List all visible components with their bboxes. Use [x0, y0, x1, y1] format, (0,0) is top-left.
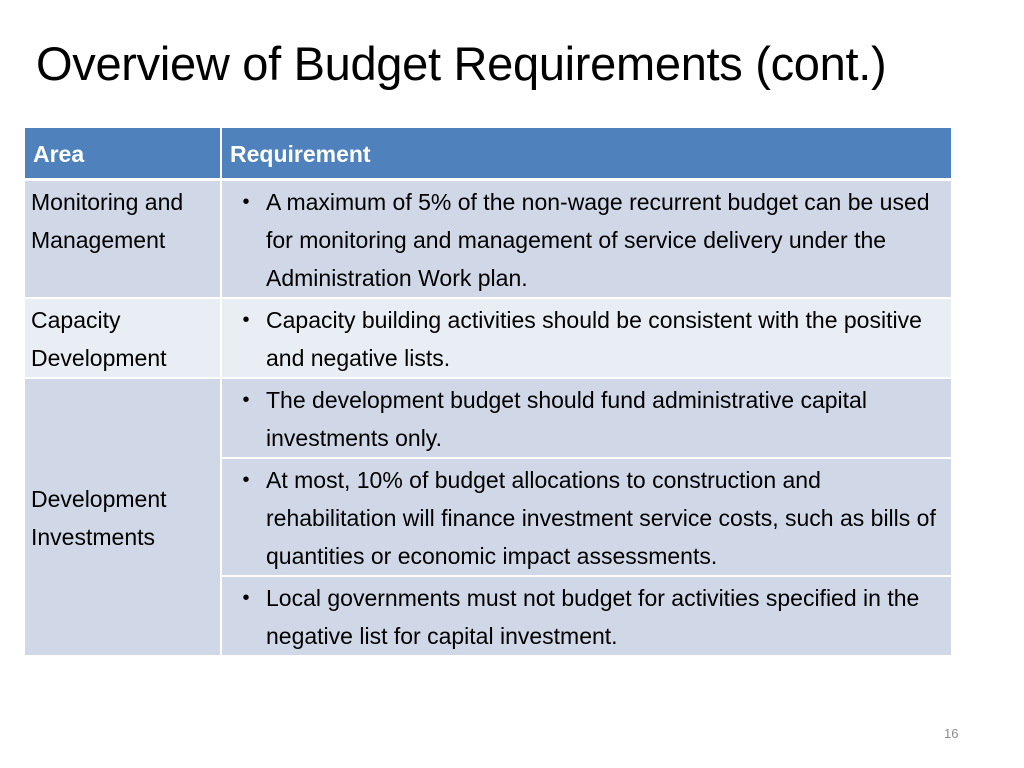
requirement-text: Capacity building activities should be consistent with the positive and negative lists.: [266, 307, 922, 371]
requirement-text: The development budget should fund administrative capital investments only.: [266, 387, 867, 451]
bullet-icon: •: [242, 191, 250, 213]
header-area: Area: [25, 128, 221, 180]
bullet-icon: •: [242, 309, 250, 331]
slide-title: Overview of Budget Requirements (cont.): [36, 37, 887, 90]
page-number: 16: [944, 726, 959, 741]
table-row-monitoring: [25, 180, 951, 299]
requirement-cell: [221, 298, 951, 378]
requirement-item: [228, 301, 947, 377]
budget-requirements-table: [25, 128, 951, 657]
bullet-icon: •: [242, 389, 250, 411]
table-row-development-1: [25, 378, 951, 458]
bullet-icon: •: [242, 587, 250, 609]
requirement-cell: [221, 576, 951, 656]
area-cell: Monitoring and Management: [25, 180, 221, 299]
table-row-capacity: [25, 298, 951, 378]
header-requirement: Requirement: [221, 128, 951, 180]
table-header-row: [25, 128, 951, 180]
requirement-cell: [221, 458, 951, 576]
requirement-text: At most, 10% of budget allocations to construction and rehabilitation will finance investment service costs, such as bills of quantities or economic impact assessments.: [266, 467, 936, 569]
requirement-cell: [221, 378, 951, 458]
requirement-cell: [221, 180, 951, 299]
requirement-item: [228, 461, 947, 575]
requirement-text: Local governments must not budget for activities specified in the negative list for capital investment.: [266, 585, 920, 649]
requirement-item: [228, 381, 947, 457]
requirement-item: [228, 579, 947, 655]
requirement-text: A maximum of 5% of the non-wage recurrent budget can be used for monitoring and management of service delivery under the Administration Work plan.: [266, 189, 930, 291]
area-cell: Development Investments: [25, 378, 221, 656]
requirement-item: [228, 183, 947, 297]
area-cell: Capacity Development: [25, 298, 221, 378]
bullet-icon: •: [242, 469, 250, 491]
